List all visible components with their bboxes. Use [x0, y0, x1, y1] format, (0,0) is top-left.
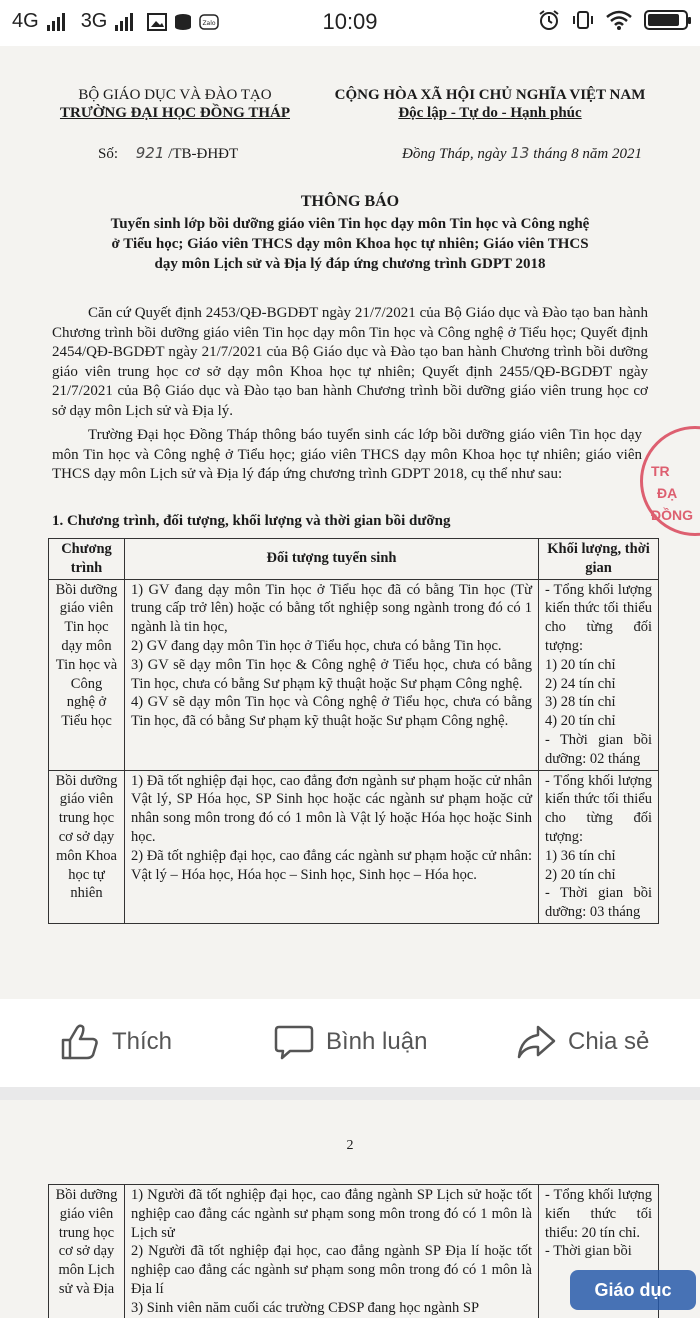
- targets-cell: [125, 1185, 539, 1318]
- target-item: 2) GV đang dạy môn Tin học ở Tiểu học, chưa có bằng Tin học.: [131, 637, 502, 654]
- document-title-block: [60, 192, 640, 274]
- table-header-row: [49, 539, 659, 580]
- like-label: Thích: [112, 1028, 173, 1055]
- header-volume: Khối lượng, thời gian: [539, 539, 659, 580]
- number-suffix: /TB-ĐHĐT: [168, 146, 239, 162]
- number-value: 921: [135, 144, 165, 162]
- share-label: Chia sẻ: [568, 1028, 650, 1055]
- table-row: [49, 579, 659, 770]
- program-cell: Bồi dưỡng giáo viên trung học cơ sở dạy môn Lịch sử và Địa: [49, 1185, 125, 1318]
- subtitle-line: Tuyển sinh lớp bồi dưỡng giáo viên Tin học dạy môn Tin học và Công nghệ: [110, 216, 590, 232]
- volume-item: 2) 20 tín chỉ: [545, 866, 616, 883]
- date-prefix: Đồng Tháp, ngày: [402, 146, 507, 162]
- target-item: 1) Người đã tốt nghiệp đại học, cao đẳng ngành SP Lịch sử hoặc tốt nghiệp cao đẳng các ngành sư phạm song môn trong đó có 1 môn là Lịch sử: [131, 1187, 532, 1241]
- vibrate-icon: [572, 9, 594, 31]
- network-3g-label: 3G: [80, 10, 108, 32]
- like-button[interactable]: [60, 1023, 172, 1061]
- program-cell: Bồi dưỡng giáo viên Tin học dạy môn Tin học và Công nghệ ở Tiểu học: [49, 579, 125, 770]
- comment-button[interactable]: [274, 1023, 427, 1061]
- motto: Độc lập - Tự do - Hạnh phúc: [398, 105, 582, 121]
- country-name: CỘNG HÒA XÃ HỘI CHỦ NGHĨA VIỆT NAM: [334, 87, 646, 103]
- volume-item: - Tổng khối lượng kiến thức tối thiểu: 20 tín chỉ.: [545, 1187, 652, 1241]
- target-item: 4) GV sẽ dạy môn Tin học và Công nghệ ở Tiểu học, chưa có bằng Tin học, đã có bằng Sư phạm kỹ thuật hoặc Sư phạm Công nghệ.: [131, 694, 532, 730]
- target-item: 2) Người đã tốt nghiệp đại học, cao đẳng ngành SP Địa lí hoặc tốt nghiệp cao đẳng các ngành sư phạm song môn trong đó có 1 môn là Địa lí: [131, 1243, 532, 1297]
- volume-item: 3) 28 tín chỉ: [545, 694, 616, 711]
- comment-label: Bình luận: [326, 1028, 428, 1055]
- volume-item: 2) 24 tín chỉ: [545, 675, 616, 692]
- svg-text:Zalo: Zalo: [202, 19, 216, 27]
- document-date: [402, 144, 642, 163]
- volume-item: 1) 20 tín chỉ: [545, 656, 616, 673]
- status-bar: [0, 0, 700, 46]
- watermark-text: Giáo dục: [594, 1279, 672, 1300]
- date-suffix: tháng 8 năm 2021: [533, 146, 642, 162]
- paragraph-text: Căn cứ Quyết định 2453/QĐ-BGDĐT ngày 21/7/2021 của Bộ Giáo dục và Đào tạo ban hành Chương trình bồi dưỡng giáo viên Tin học dạy môn Tin học và Công nghệ ở Tiểu học; Quyết định 2454/QĐ-BGDĐT ngày 21/7/2021 của Bộ Giáo dục và Đào tạo ban hành Chương trình bồi dưỡng giáo viên trung học cơ sở dạy môn Khoa học tự nhiên; Quyết định 2455/QĐ-BGDĐT ngày 21/7/2021 của Bộ Giáo dục và Đào tạo ban hành Chương trình bồi dưỡng giáo viên trung học cơ sở dạy môn Lịch sử và Địa lý.: [52, 305, 648, 419]
- volume-item: - Thời gian bồi dưỡng: 02 tháng: [545, 731, 652, 767]
- target-item: 3) GV sẽ dạy môn Tin học & Công nghệ ở Tiểu học, chưa có bằng Tin học, chưa có bằng Sư phạm kỹ thuật hoặc Sư phạm Công nghệ.: [131, 656, 532, 692]
- volume-cell: [539, 579, 659, 770]
- target-item: 1) GV đang dạy môn Tin học ở Tiểu học đã có bằng Tin học (Từ trung cấp trở lên) hoặc có bằng tốt nghiệp song ngành trong đó có 1 ngành là tin học,: [131, 581, 532, 636]
- university-name: TRƯỜNG ĐẠI HỌC ĐỒNG THÁP: [59, 105, 290, 121]
- battery-level: [648, 14, 679, 26]
- section-heading: 1. Chương trình, đối tượng, khối lượng và thời gian bồi dưỡng: [52, 513, 451, 529]
- volume-cell: [539, 770, 659, 923]
- document-page-1: [0, 46, 700, 999]
- number-label: Số:: [98, 146, 119, 162]
- subtitle-line: ở Tiểu học; Giáo viên THCS dạy môn Khoa học tự nhiên; Giáo viên THCS: [111, 236, 589, 252]
- table-row: [49, 1185, 659, 1318]
- paragraph-text: Trường Đại học Đồng Tháp thông báo tuyển sinh các lớp bồi dưỡng giáo viên Tin học dạy môn Tin học và Công nghệ ở Tiểu học; giáo viên THCS dạy môn Khoa học tự nhiên; giáo viên THCS dạy môn Lịch sử và Địa lý đáp ứng chương trình GDPT 2018, cụ thể như sau:: [52, 427, 642, 482]
- paragraph-legal-basis: [52, 304, 648, 421]
- clock-time: 10:09: [322, 9, 378, 34]
- table-row: [49, 770, 659, 923]
- volume-item: - Tổng khối lượng kiến thức tối thiểu cho từng đối tượng:: [545, 772, 652, 845]
- official-stamp: TR ĐẠ ĐỒNG: [640, 426, 700, 536]
- alarm-icon: [538, 9, 560, 31]
- date-day: 13: [510, 144, 530, 162]
- paragraph-announcement: [52, 426, 642, 485]
- program-table-continued: [48, 1184, 659, 1318]
- target-item: 2) Đã tốt nghiệp đại học, cao đẳng các ngành sư phạm hoặc cử nhân: Vật lý – Hóa học, Hóa học – Sinh học, Sinh học – Hóa học.: [131, 847, 532, 883]
- volume-item: - Thời gian bồi: [545, 1243, 632, 1260]
- share-button[interactable]: [516, 1023, 649, 1061]
- comment-icon: [274, 1023, 314, 1061]
- national-header: [330, 86, 650, 122]
- post-action-bar: [0, 999, 700, 1087]
- battery-icon: [644, 10, 688, 30]
- status-right: [538, 9, 688, 31]
- document-title: THÔNG BÁO: [300, 193, 400, 210]
- network-4g-label: 4G: [12, 10, 39, 32]
- site-watermark-logo: [570, 1270, 696, 1310]
- subtitle-line: dạy môn Lịch sử và Địa lý đáp ứng chương trình GDPT 2018: [154, 256, 546, 272]
- thumbs-up-icon: [60, 1023, 100, 1061]
- share-icon: [516, 1023, 556, 1061]
- targets-cell: [125, 770, 539, 923]
- volume-item: - Thời gian bồi dưỡng: 03 tháng: [545, 885, 652, 921]
- volume-item: 4) 20 tín chỉ: [545, 713, 616, 730]
- volume-item: - Tổng khối lượng kiến thức tối thiểu cho từng đối tượng:: [545, 581, 652, 654]
- org-header: [50, 86, 300, 122]
- target-item: 1) Đã tốt nghiệp đại học, cao đẳng đơn ngành sư phạm hoặc cử nhân Vật lý, SP Hóa học, SP Sinh học hoặc các ngành sư phạm hoặc cử nhân song môn trong đó có 1 môn là Vật lý hoặc Hóa học hoặc Sinh học.: [131, 772, 532, 845]
- volume-item: 1) 36 tín chỉ: [545, 847, 616, 864]
- ministry-name: BỘ GIÁO DỤC VÀ ĐÀO TẠO: [78, 87, 272, 103]
- page-number: 2: [346, 1138, 354, 1153]
- program-cell: Bồi dưỡng giáo viên trung học cơ sở dạy môn Khoa học tự nhiên: [49, 770, 125, 923]
- header-targets: Đối tượng tuyển sinh: [125, 539, 539, 580]
- document-number: [98, 144, 238, 163]
- header-program: Chương trình: [49, 539, 125, 580]
- wifi-icon: [606, 10, 632, 30]
- program-table: [48, 538, 659, 924]
- target-item: 3) Sinh viên năm cuối các trường CĐSP đang học ngành SP: [131, 1299, 480, 1316]
- targets-cell: [125, 579, 539, 770]
